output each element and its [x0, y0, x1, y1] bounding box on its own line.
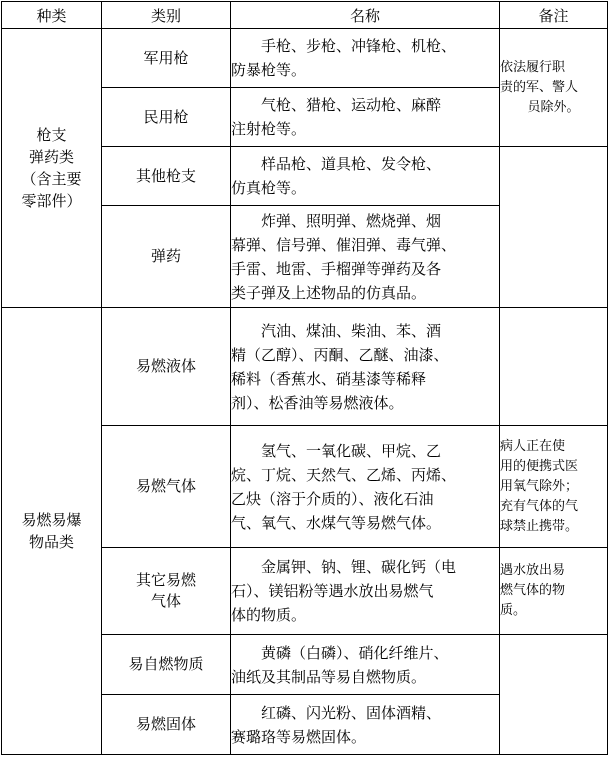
- items-table: [1, 1, 608, 755]
- subcategory-cell: 其它易燃 气体: [102, 548, 231, 635]
- header-note: 备注: [500, 2, 608, 29]
- name-cell: 金属钾、钠、锂、碳化钙（电 石）、镁铝粉等遇水放出易燃气 体的物质。: [231, 548, 500, 635]
- table-row: [2, 29, 608, 88]
- subcategory-cell: 其他枪支: [102, 147, 231, 206]
- header-category: 种类: [2, 2, 102, 29]
- category-line: 弹药类: [28, 148, 74, 166]
- name-cell: 黄磷（白磷）、硝化纤维片、 油纸及其制品等易自燃物质。: [231, 635, 500, 695]
- name-cell: 手枪、步枪、冲锋枪、机枪、 防暴枪等。: [231, 29, 500, 88]
- category-line: 易燃易爆: [21, 511, 82, 529]
- header-row: [2, 2, 608, 29]
- subcategory-cell: 易燃气体: [102, 426, 231, 548]
- subcategory-cell: 弹药: [102, 206, 231, 308]
- note-cell-empty: [500, 635, 608, 755]
- table-row: [2, 308, 608, 426]
- note-cell: 遇水放出易 燃气体的物 质。: [500, 548, 608, 635]
- subcategory-cell: 易自燃物质: [102, 635, 231, 695]
- subcategory-cell: 军用枪: [102, 29, 231, 88]
- category-cell: [2, 29, 102, 308]
- subcategory-cell: 民用枪: [102, 88, 231, 147]
- subcategory-cell: 易燃固体: [102, 695, 231, 755]
- note-cell: 依法履行职 责的军、警人 员除外。: [500, 29, 608, 147]
- name-cell: 红磷、闪光粉、固体酒精、 赛璐珞等易燃固体。: [231, 695, 500, 755]
- name-cell: 气枪、猎枪、运动枪、麻醉 注射枪等。: [231, 88, 500, 147]
- category-line: 零部件）: [21, 192, 82, 210]
- subcategory-cell: 易燃液体: [102, 308, 231, 426]
- category-cell: [2, 308, 102, 755]
- header-subcategory: 类别: [102, 2, 231, 29]
- note-cell-empty: [500, 147, 608, 308]
- note-cell: 病人正在使 用的便携式医 用氧气除外； 充有气体的气 球禁止携带。: [500, 426, 608, 548]
- name-cell: 样品枪、道具枪、发令枪、 仿真枪等。: [231, 147, 500, 206]
- name-cell: 炸弹、照明弹、燃烧弹、烟 幕弹、信号弹、催泪弹、毒气弹、 手雷、地雷、手榴弹等弹药及各 类子弹及上述物品的仿真品。: [231, 206, 500, 308]
- note-cell-empty: [500, 308, 608, 426]
- name-cell: 汽油、煤油、柴油、苯、酒 精（乙醇）、丙酮、乙醚、油漆、 稀料（香蕉水、硝基漆等稀释 剂）、松香油等易燃液体。: [231, 308, 500, 426]
- header-name: 名称: [231, 2, 500, 29]
- category-line: 枪支: [36, 126, 67, 144]
- name-cell: 氢气、一氧化碳、甲烷、乙 烷、丁烷、天然气、乙烯、丙烯、 乙炔（溶于介质的）、液化石油 气、氧气、水煤气等易燃气体。: [231, 426, 500, 548]
- category-line: （含主要: [21, 170, 82, 188]
- category-line: 物品类: [28, 533, 74, 551]
